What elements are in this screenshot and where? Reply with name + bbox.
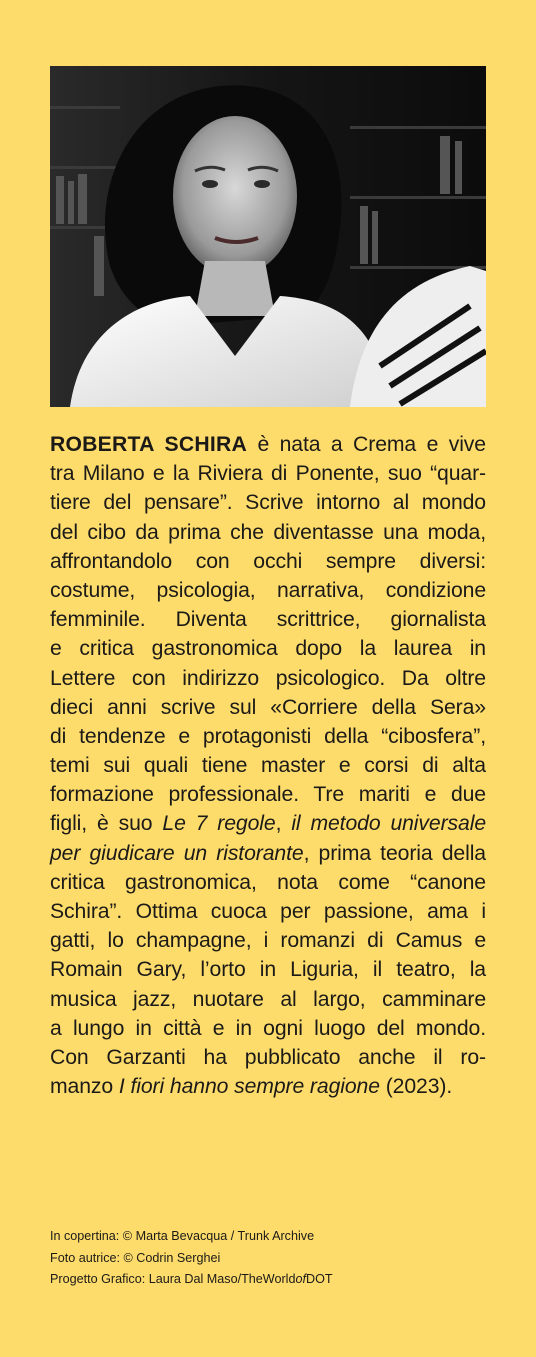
bio-line: critica gastronomica, nota come “canone	[50, 870, 486, 894]
bio-line: dieci anni scrive sul «Corriere della Sera»	[50, 695, 486, 719]
photo-credit: Foto autrice: © Codrin Serghei	[50, 1250, 221, 1265]
bio-line: temi sui quali tiene master e corsi di alta	[50, 754, 486, 778]
bio-line: Con Garzanti ha pubblicato anche il ro-	[50, 1045, 486, 1069]
author-name: ROBERTA SCHIRA	[50, 433, 247, 456]
bio-line: musica jazz, nuotare al largo, camminare	[50, 987, 486, 1011]
bio-line: e critica gastronomica dopo la laurea in	[50, 637, 486, 661]
credits	[50, 1226, 486, 1291]
bio-line: femminile. Diventa scrittrice, giornalista	[50, 608, 486, 632]
author-biography	[50, 430, 486, 1101]
bio-line: Romain Gary, l’orto in Liguria, il teatro, la	[50, 958, 486, 982]
bio-line: di tendenze e protagonisti della “cibosfera”,	[50, 724, 486, 748]
bio-line: affrontandolo con occhi sempre diversi:	[50, 549, 486, 573]
book-subtitle: per giudicare un ristorante	[50, 841, 304, 865]
bio-line: ROBERTA SCHIRA è nata a Crema e vive	[50, 433, 486, 456]
bio-line: del cibo da prima che diventasse una moda,	[50, 520, 486, 544]
bio-line: gatti, lo champagne, i romanzi di Camus e	[50, 929, 486, 953]
bio-line: costume, psicologia, narrativa, condizione	[50, 578, 486, 602]
bio-line: Lettere con indirizzo psicologico. Da oltre	[50, 666, 486, 690]
author-portrait-photo	[50, 66, 486, 407]
cover-credit: In copertina: © Marta Bevacqua / Trunk Archive	[50, 1229, 315, 1243]
bio-line: tra Milano e la Riviera di Ponente, suo “quar-	[50, 462, 486, 486]
book-title: Le 7 regole	[162, 812, 276, 836]
bio-line: a lungo in città e in ogni luogo del mondo.	[50, 1016, 486, 1040]
bio-line: per giudicare un ristorante, prima teoria della	[50, 841, 486, 865]
bio-line: Schira”. Ottima cuoca per passione, ama i	[50, 900, 486, 923]
bio-line: tiere del pensare”. Scrive intorno al mondo	[50, 491, 486, 515]
bio-line: manzo I fiori hanno sempre ragione (2023).	[50, 1075, 453, 1099]
novel-title: I fiori hanno sempre ragione	[118, 1075, 380, 1099]
design-credit: Progetto Grafico: Laura Dal Maso/TheWorldofDOT	[50, 1272, 333, 1286]
author-portrait-icon	[50, 66, 486, 407]
bio-line: figli, è suo Le 7 regole, il metodo universale	[50, 812, 487, 836]
bio-line: formazione professionale. Tre mariti e due	[50, 783, 486, 807]
book-subtitle: il metodo universale	[291, 812, 487, 836]
